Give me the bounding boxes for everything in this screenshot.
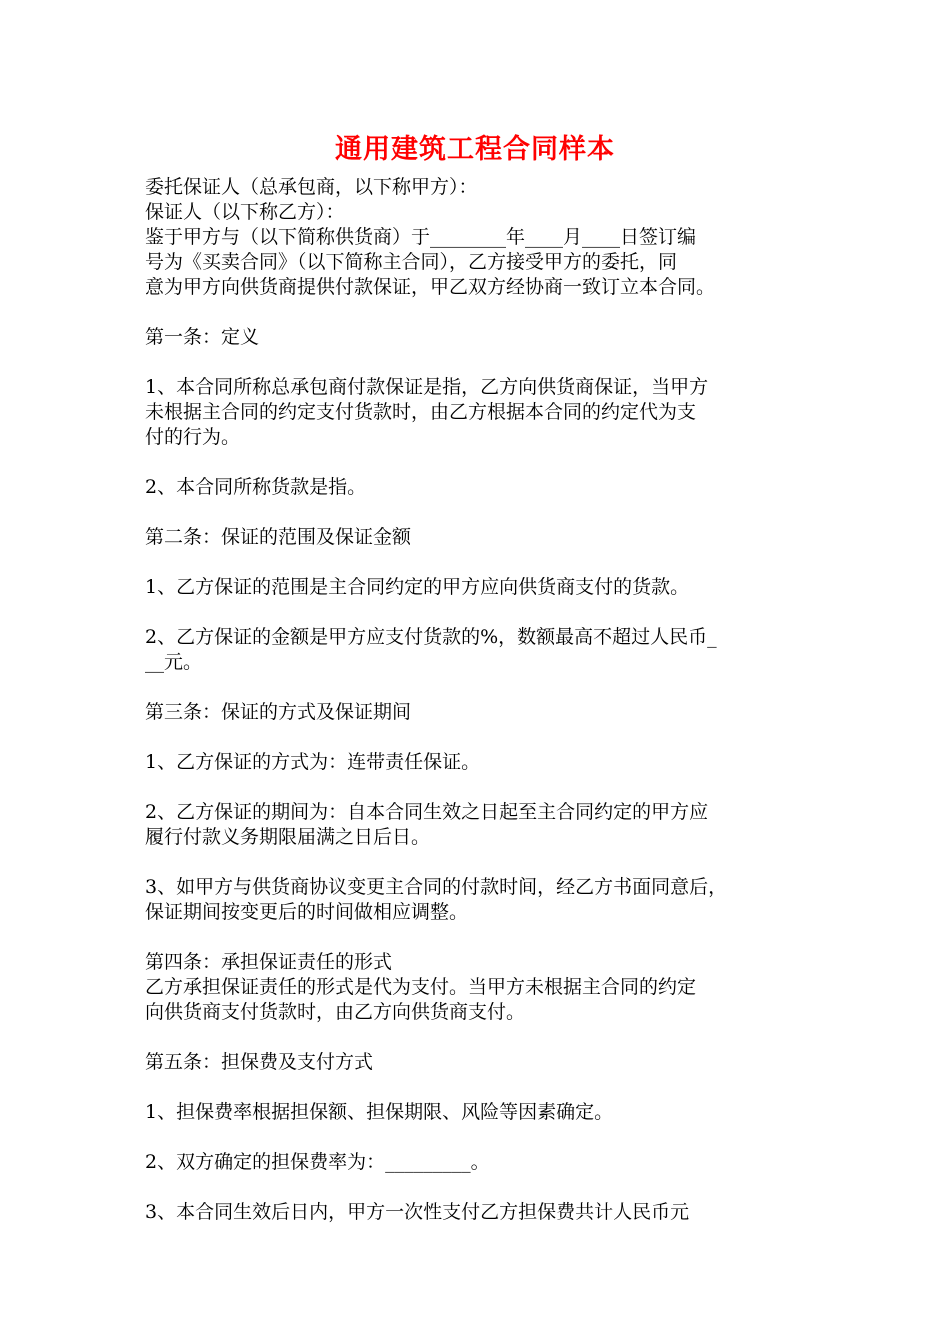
paragraph-gap: [145, 775, 825, 800]
paragraph-gap: [145, 350, 825, 375]
document-line: 履行付款义务期限届满之日后日。: [145, 826, 431, 848]
document-line: 3、本合同生效后日内，甲方一次性支付乙方担保费共计人民币元: [145, 1201, 690, 1223]
paragraph-gap: [145, 1125, 825, 1150]
document-line: 2、乙方保证的金额是甲方应支付货款的%，数额最高不超过人民币_: [145, 626, 717, 648]
document-line: 1、乙方保证的范围是主合同约定的甲方应向供货商支付的货款。: [145, 576, 690, 598]
document-line: 2、本合同所称货款是指。: [145, 476, 367, 498]
paragraph-gap: [145, 550, 825, 575]
document-line: 第五条：担保费及支付方式: [145, 1051, 374, 1073]
paragraph-gap: [145, 1025, 825, 1050]
paragraph-gap: [145, 925, 825, 950]
paragraph-gap: [145, 500, 825, 525]
paragraph-gap: [145, 600, 825, 625]
document-line: 第一条：定义: [145, 326, 260, 348]
document-line: 3、如甲方与供货商协议变更主合同的付款时间，经乙方书面同意后，: [145, 876, 728, 898]
paragraph-gap: [145, 300, 825, 325]
document-line: 2、双方确定的担保费率为：_________。: [145, 1151, 490, 1173]
document-line: 乙方承担保证责任的形式是代为支付。当甲方未根据主合同的约定: [145, 976, 697, 998]
document-line: 未根据主合同的约定支付货款时，由乙方根据本合同的约定代为支: [145, 401, 697, 423]
document-line: 号为《买卖合同》（以下简称主合同），乙方接受甲方的委托，同: [145, 251, 678, 273]
document-line: 第三条：保证的方式及保证期间: [145, 701, 412, 723]
document-body: [145, 175, 825, 1225]
paragraph-gap: [145, 675, 825, 700]
document-line: 2、乙方保证的期间为：自本合同生效之日起至主合同约定的甲方应: [145, 801, 709, 823]
document-line: 向供货商支付货款时，由乙方向供货商支付。: [145, 1001, 526, 1023]
document-line: 1、乙方保证的方式为：连带责任保证。: [145, 751, 481, 773]
document-line: 第四条：承担保证责任的形式: [145, 951, 393, 973]
document-line: 第二条：保证的范围及保证金额: [145, 526, 412, 548]
paragraph-gap: [145, 450, 825, 475]
document-line: 鉴于甲方与（以下简称供货商）于________年____月____日签订编: [145, 226, 697, 248]
document-line: __元。: [145, 651, 203, 673]
document-line: 1、担保费率根据担保额、担保期限、风险等因素确定。: [145, 1101, 614, 1123]
document-line: 1、本合同所称总承包商付款保证是指，乙方向供货商保证，当甲方: [145, 376, 709, 398]
document-line: 保证人（以下称乙方）：: [145, 201, 345, 223]
document-title: 通用建筑工程合同样本: [335, 134, 615, 165]
document-line: 保证期间按变更后的时间做相应调整。: [145, 901, 469, 923]
paragraph-gap: [145, 725, 825, 750]
paragraph-gap: [145, 1075, 825, 1100]
document-line: 付的行为。: [145, 426, 241, 448]
paragraph-gap: [145, 850, 825, 875]
document-line: 委托保证人（总承包商，以下称甲方）：: [145, 176, 478, 198]
document-line: 意为甲方向供货商提供付款保证，甲乙双方经协商一致订立本合同。: [145, 276, 716, 298]
paragraph-gap: [145, 1175, 825, 1200]
